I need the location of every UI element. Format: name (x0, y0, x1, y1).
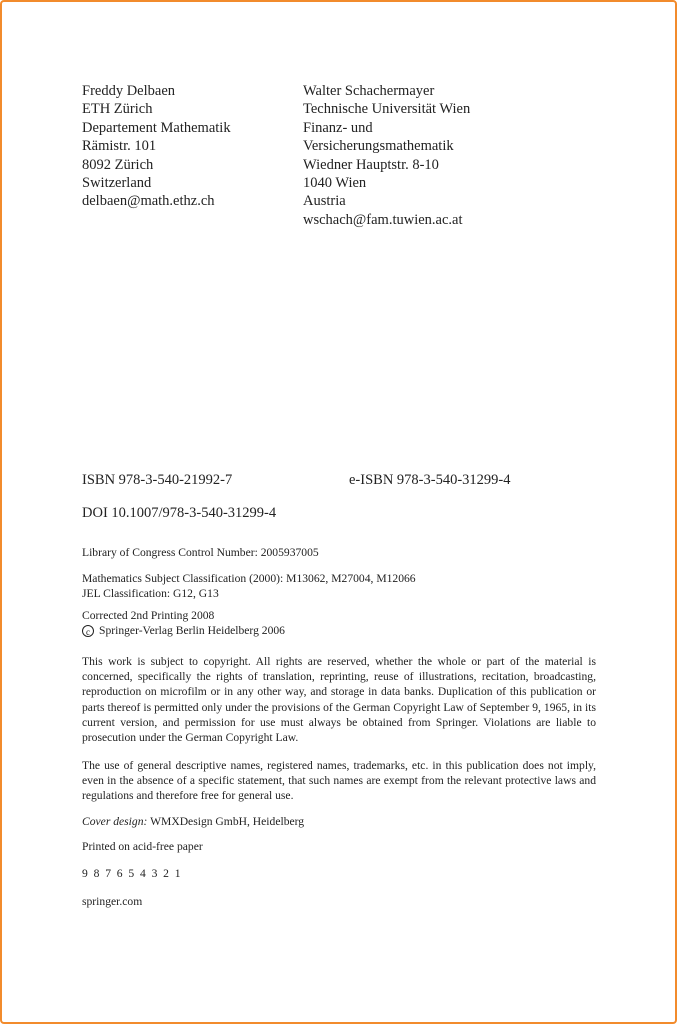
library-of-congress-number: Library of Congress Control Number: 2005937005 (82, 546, 319, 559)
doi: DOI 10.1007/978-3-540-31299-4 (82, 505, 277, 521)
classification-block (82, 572, 416, 602)
copyright-text: Springer-Verlag Berlin Heidelberg 2006 (99, 623, 285, 637)
author-street: Wiedner Hauptstr. 8-10 (303, 156, 439, 173)
author-country: Austria (303, 193, 346, 210)
e-isbn: e-ISBN 978-3-540-31299-4 (349, 472, 511, 488)
author-name: Freddy Delbaen (82, 83, 176, 99)
msc-classification: Mathematics Subject Classification (2000): M13062, M27004, M12066 (82, 572, 416, 585)
copyright-notice-paragraph: This work is subject to copyright. All rights are reserved, whether the whole or part of the material is concerned, specifically the rights of translation, reprinting, reuse of illustrations, recitation, broadcasting, reproduction on microfilm or in any other way, and storage in data banks. Duplication of this publication or parts thereof is permitted only under the provisions of the German Copyright Law of September 9, 1965, in its current version, and permission for use must always be obtained from Springer. Violations are liable to prosecution under the German Copyright Law. (82, 655, 596, 745)
author-department: Departement Mathematik (82, 119, 231, 136)
printing-block (82, 609, 285, 639)
jel-classification: JEL Classification: G12, G13 (82, 586, 219, 600)
paper-note: Printed on acid-free paper (82, 840, 203, 853)
author-country: Switzerland (82, 175, 152, 192)
author-city: 8092 Zürich (82, 156, 154, 173)
printer-key-numbers: 987654321 (82, 867, 187, 880)
author-address-schachermayer (303, 82, 470, 229)
author-department-line-1: Finanz- und (303, 119, 373, 136)
author-institution: Technische Universität Wien (303, 101, 471, 118)
cover-design-value: WMXDesign GmbH, Heidelberg (147, 815, 305, 828)
author-department-line-2: Versicherungsmathematik (303, 138, 454, 155)
author-institution: ETH Zürich (82, 101, 153, 118)
author-street: Rämistr. 101 (82, 138, 157, 155)
copyright-icon: c (82, 625, 94, 637)
printing-edition: Corrected 2nd Printing 2008 (82, 609, 215, 622)
author-email: wschach@fam.tuwien.ac.at (303, 211, 463, 228)
author-email: delbaen@math.ethz.ch (82, 193, 215, 210)
author-address-delbaen (82, 82, 231, 211)
cover-design-label: Cover design: (82, 815, 148, 828)
isbn: ISBN 978-3-540-21992-7 (82, 472, 233, 488)
author-city: 1040 Wien (303, 175, 367, 192)
trademark-notice-paragraph: The use of general descriptive names, registered names, trademarks, etc. in this publication does not imply, even in the absence of a specific statement, that such names are exempt from the relevant protective laws and regulations and therefore free for general use. (82, 759, 596, 803)
author-name: Walter Schachermayer (303, 83, 435, 99)
copyright-line (82, 624, 285, 639)
publisher-website: springer.com (82, 895, 143, 908)
cover-design-credit (82, 815, 304, 828)
